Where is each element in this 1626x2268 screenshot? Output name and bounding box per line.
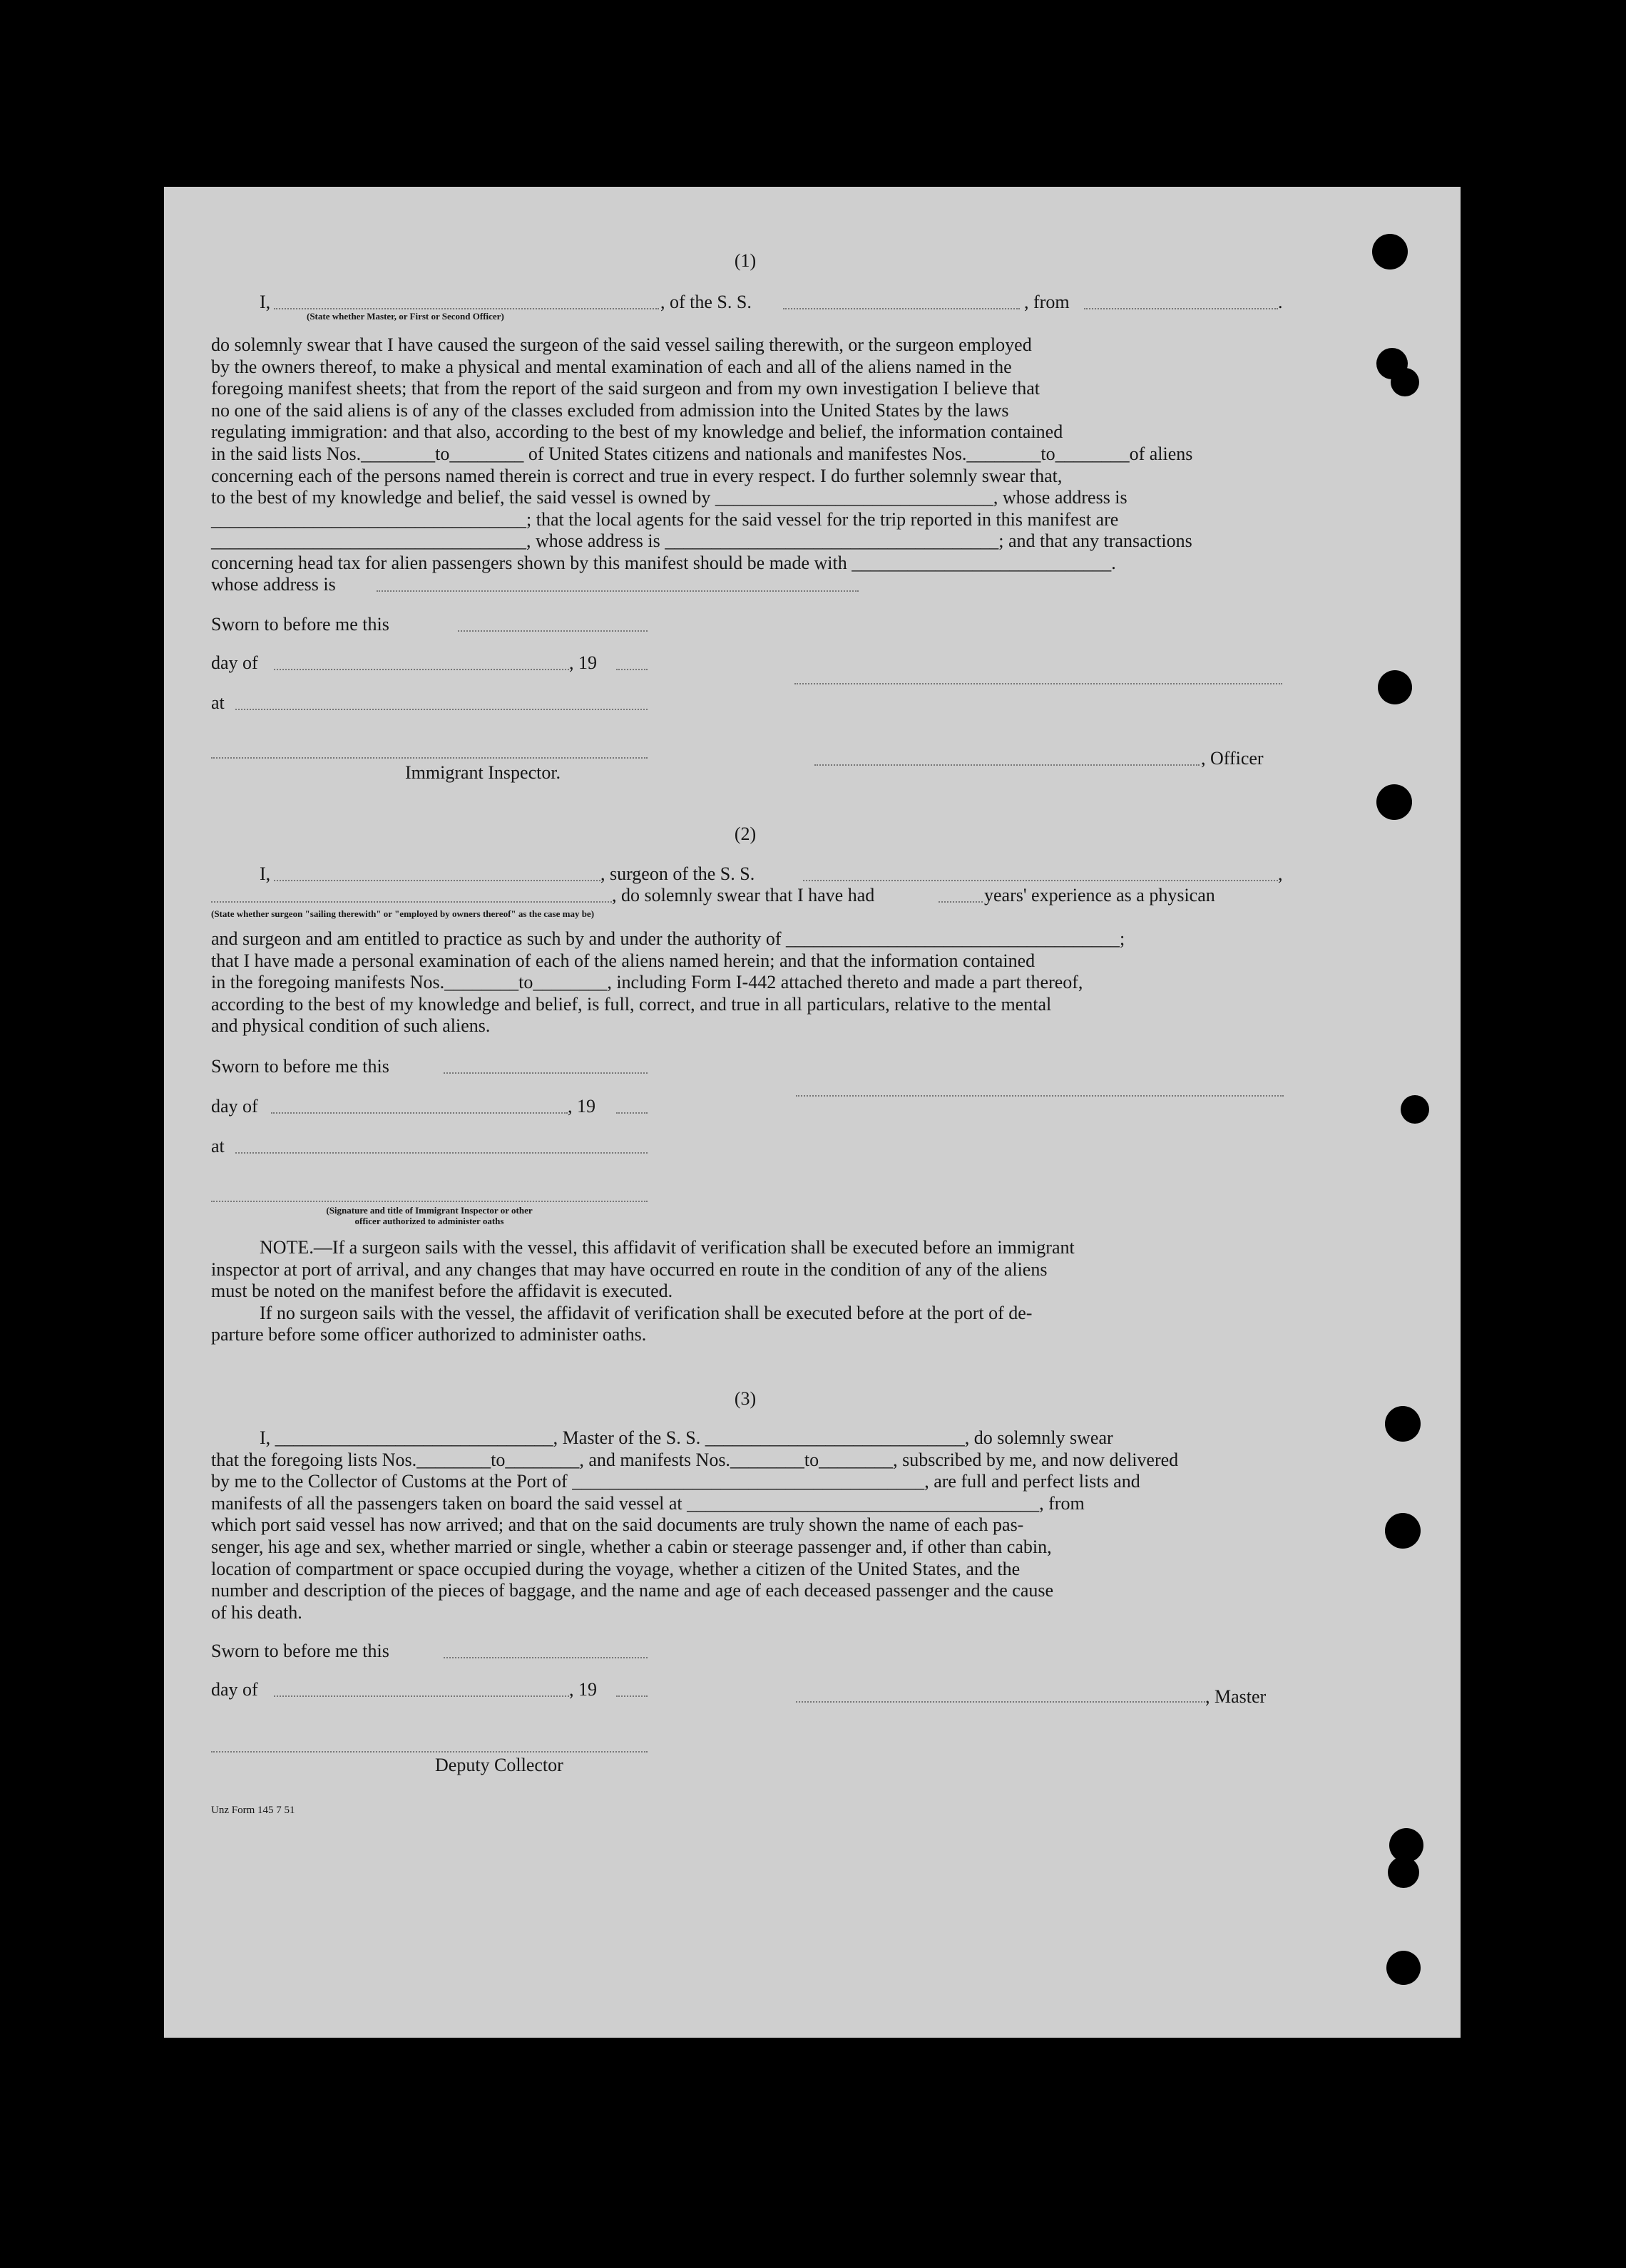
s2-day-of-label: day of bbox=[211, 1096, 258, 1117]
note-line: inspector at port of arrival, and any changes that may have occurred en route in the condition of any of the aliens bbox=[211, 1258, 1048, 1280]
s2-line: and physical condition of such aliens. bbox=[211, 1015, 491, 1037]
s2-surgeon-name-line bbox=[274, 880, 600, 881]
s1-sworn-day-line bbox=[458, 630, 648, 632]
s2-at-label: at bbox=[211, 1136, 225, 1156]
s1-officer-label: , Officer bbox=[1201, 748, 1264, 769]
s1-line: concerning each of the persons named therein is correct and true in every respect. I do further solemnly swear that, bbox=[211, 465, 1063, 486]
binder-hole bbox=[1391, 368, 1419, 396]
s1-line: to the best of my knowledge and belief, the said vessel is owned by ______________________________, whose address is bbox=[211, 487, 1128, 508]
s2-i-label: I, bbox=[260, 863, 271, 884]
s2-surgeon-type-line bbox=[211, 901, 612, 903]
s1-from-port-line bbox=[1084, 308, 1278, 309]
s1-vessel-name-line bbox=[783, 308, 1020, 309]
s1-year-label: , 19 bbox=[569, 652, 597, 673]
s3-master-label: , Master bbox=[1205, 1686, 1267, 1707]
s2-years-label: years' experience as a physican bbox=[984, 885, 1215, 905]
s3-line: which port said vessel has now arrived; and that on the said documents are truly shown the name of each pas- bbox=[211, 1514, 1024, 1536]
note-line: If no surgeon sails with the vessel, the affidavit of verification shall be executed before at the port of de- bbox=[260, 1302, 1033, 1323]
s2-sworn-day-line bbox=[444, 1072, 648, 1074]
binder-hole bbox=[1372, 234, 1408, 270]
form-number: Unz Form 145 7 51 bbox=[211, 1805, 295, 1816]
note-paragraph bbox=[211, 1237, 1282, 1346]
s1-line: no one of the said aliens is of any of the classes excluded from admission into the United States by the laws bbox=[211, 399, 1009, 421]
s2-line: that I have made a personal examination of each of the aliens named herein; and that the information contained bbox=[211, 950, 1036, 971]
s1-of-ss-label: , of the S. S. bbox=[660, 292, 752, 312]
s1-whose-address-line bbox=[377, 590, 859, 592]
s1-period: . bbox=[1278, 292, 1283, 312]
s1-i-label: I, bbox=[260, 292, 271, 312]
s3-year-line bbox=[616, 1695, 648, 1697]
s2-sig-caption-1: (Signature and title of Immigrant Inspector or other bbox=[326, 1205, 533, 1216]
s3-year-label: , 19 bbox=[569, 1679, 597, 1700]
binder-hole bbox=[1388, 1857, 1419, 1888]
s2-inspector-sig-line bbox=[211, 1201, 648, 1202]
s2-sig-caption-2: officer authorized to administer oaths bbox=[354, 1216, 504, 1226]
s2-vessel-line bbox=[803, 880, 1278, 881]
s1-line: concerning head tax for alien passengers shown by this manifest should be made with ____________________________. bbox=[211, 552, 1116, 573]
binder-hole bbox=[1385, 1513, 1421, 1549]
s3-line: of his death. bbox=[211, 1601, 302, 1623]
s1-line: by the owners thereof, to make a physical and mental examination of each and all of the aliens named in the bbox=[211, 356, 1012, 377]
s3-sworn-day-line bbox=[444, 1657, 648, 1658]
binder-hole bbox=[1401, 1095, 1429, 1124]
s2-right-sig-line bbox=[796, 1095, 1284, 1097]
s1-right-sig-line bbox=[794, 683, 1282, 684]
s3-line: number and description of the pieces of baggage, and the name and age of each deceased passenger and the cause bbox=[211, 1580, 1054, 1601]
binder-hole bbox=[1385, 1406, 1421, 1442]
note-line: NOTE.—If a surgeon sails with the vessel, this affidavit of verification shall be executed before an immigrant bbox=[260, 1237, 1075, 1258]
s3-oath-paragraph bbox=[211, 1427, 1282, 1623]
s1-at-label: at bbox=[211, 692, 225, 713]
s3-day-of-label: day of bbox=[211, 1679, 258, 1700]
s1-oath-paragraph bbox=[211, 334, 1282, 575]
note-line: must be noted on the manifest before the affidavit is executed. bbox=[211, 1281, 673, 1302]
note-line: parture before some officer authorized to administer oaths. bbox=[211, 1324, 647, 1345]
s2-line: and surgeon and am entitled to practice as such by and under the authority of ____________________________________; bbox=[211, 928, 1125, 949]
s1-officer-sig-line bbox=[814, 764, 1200, 766]
s3-sworn-label: Sworn to before me this bbox=[211, 1641, 389, 1661]
s3-line: senger, his age and sex, whether married or single, whether a cabin or steerage passenger and, if other than cabin, bbox=[211, 1536, 1052, 1557]
s1-line: __________________________________, whose address is ____________________________________; and that any transactions bbox=[211, 530, 1192, 552]
s3-line: location of compartment or space occupied during the voyage, whether a citizen of the United States, and the bbox=[211, 1558, 1021, 1579]
s2-at-line bbox=[235, 1152, 648, 1154]
s2-year-label: , 19 bbox=[568, 1096, 595, 1117]
s1-officer-rank-line bbox=[274, 308, 659, 309]
s1-inspector-label: Immigrant Inspector. bbox=[405, 762, 561, 783]
s2-line: according to the best of my knowledge and belief, is full, correct, and true in all particulars, relative to the mental bbox=[211, 993, 1052, 1015]
s3-deputy-label: Deputy Collector bbox=[435, 1755, 563, 1775]
s3-line: I, ______________________________, Master of the S. S. ____________________________, do solemnly swear bbox=[260, 1427, 1113, 1448]
s3-line: by me to the Collector of Customs at the Port of ______________________________________, are full and perfect lists and bbox=[211, 1471, 1140, 1492]
s2-surgeon-label: , surgeon of the S. S. bbox=[600, 863, 755, 884]
s3-deputy-sig-line bbox=[211, 1751, 648, 1753]
s1-day-of-line bbox=[274, 669, 569, 670]
s3-line: manifests of all the passengers taken on board the said vessel at ______________________________________, from bbox=[211, 1492, 1085, 1514]
s3-line: that the foregoing lists Nos.________to________, and manifests Nos.________to________, subscribed by me, and now delivered bbox=[211, 1449, 1179, 1470]
s1-sworn-label: Sworn to before me this bbox=[211, 614, 389, 635]
binder-hole bbox=[1386, 1951, 1421, 1985]
s1-at-line bbox=[235, 709, 648, 710]
s2-sworn-label: Sworn to before me this bbox=[211, 1056, 389, 1077]
s2-year-line bbox=[616, 1112, 648, 1114]
s1-line: do solemnly swear that I have caused the surgeon of the said vessel sailing therewith, or the surgeon employed bbox=[211, 334, 1032, 355]
s2-line: in the foregoing manifests Nos.________to________, including Form I-442 attached thereto and made a part thereof, bbox=[211, 972, 1083, 993]
binder-hole bbox=[1376, 784, 1412, 820]
s1-line: in the said lists Nos.________to________ of United States citizens and nationals and manifestes Nos.________to________of aliens bbox=[211, 443, 1193, 464]
s1-year-line bbox=[616, 669, 648, 670]
s1-line: regulating immigration: and that also, according to the best of my knowledge and belief, the information contained bbox=[211, 421, 1063, 443]
s3-master-sig-line bbox=[796, 1701, 1205, 1703]
s2-day-of-line bbox=[271, 1112, 568, 1114]
s2-surgeon-caption: (State whether surgeon "sailing therewith" or "employed by owners thereof" as the case may be) bbox=[211, 908, 595, 919]
section-2-number: (2) bbox=[734, 823, 757, 844]
s1-day-of-label: day of bbox=[211, 652, 258, 673]
s1-line: foregoing manifest sheets; that from the report of the said surgeon and from my own investigation I believe that bbox=[211, 378, 1040, 399]
s1-rank-caption: (State whether Master, or First or Second Officer) bbox=[307, 311, 504, 322]
s1-from-label: , from bbox=[1024, 292, 1070, 312]
s3-day-of-line bbox=[274, 1695, 569, 1697]
section-1-number: (1) bbox=[734, 250, 757, 271]
s2-comma: , bbox=[1278, 863, 1283, 884]
s2-swear-label: , do solemnly swear that I have had bbox=[612, 885, 875, 905]
s1-inspector-sig-line bbox=[211, 757, 648, 759]
section-3-number: (3) bbox=[734, 1388, 757, 1409]
s2-oath-paragraph bbox=[211, 928, 1282, 1037]
s1-line: __________________________________; that the local agents for the said vessel for the trip reported in this manifest are bbox=[211, 508, 1119, 530]
s1-whose-address-label: whose address is bbox=[211, 574, 336, 595]
s2-years-line bbox=[939, 901, 983, 903]
binder-hole bbox=[1378, 670, 1412, 704]
